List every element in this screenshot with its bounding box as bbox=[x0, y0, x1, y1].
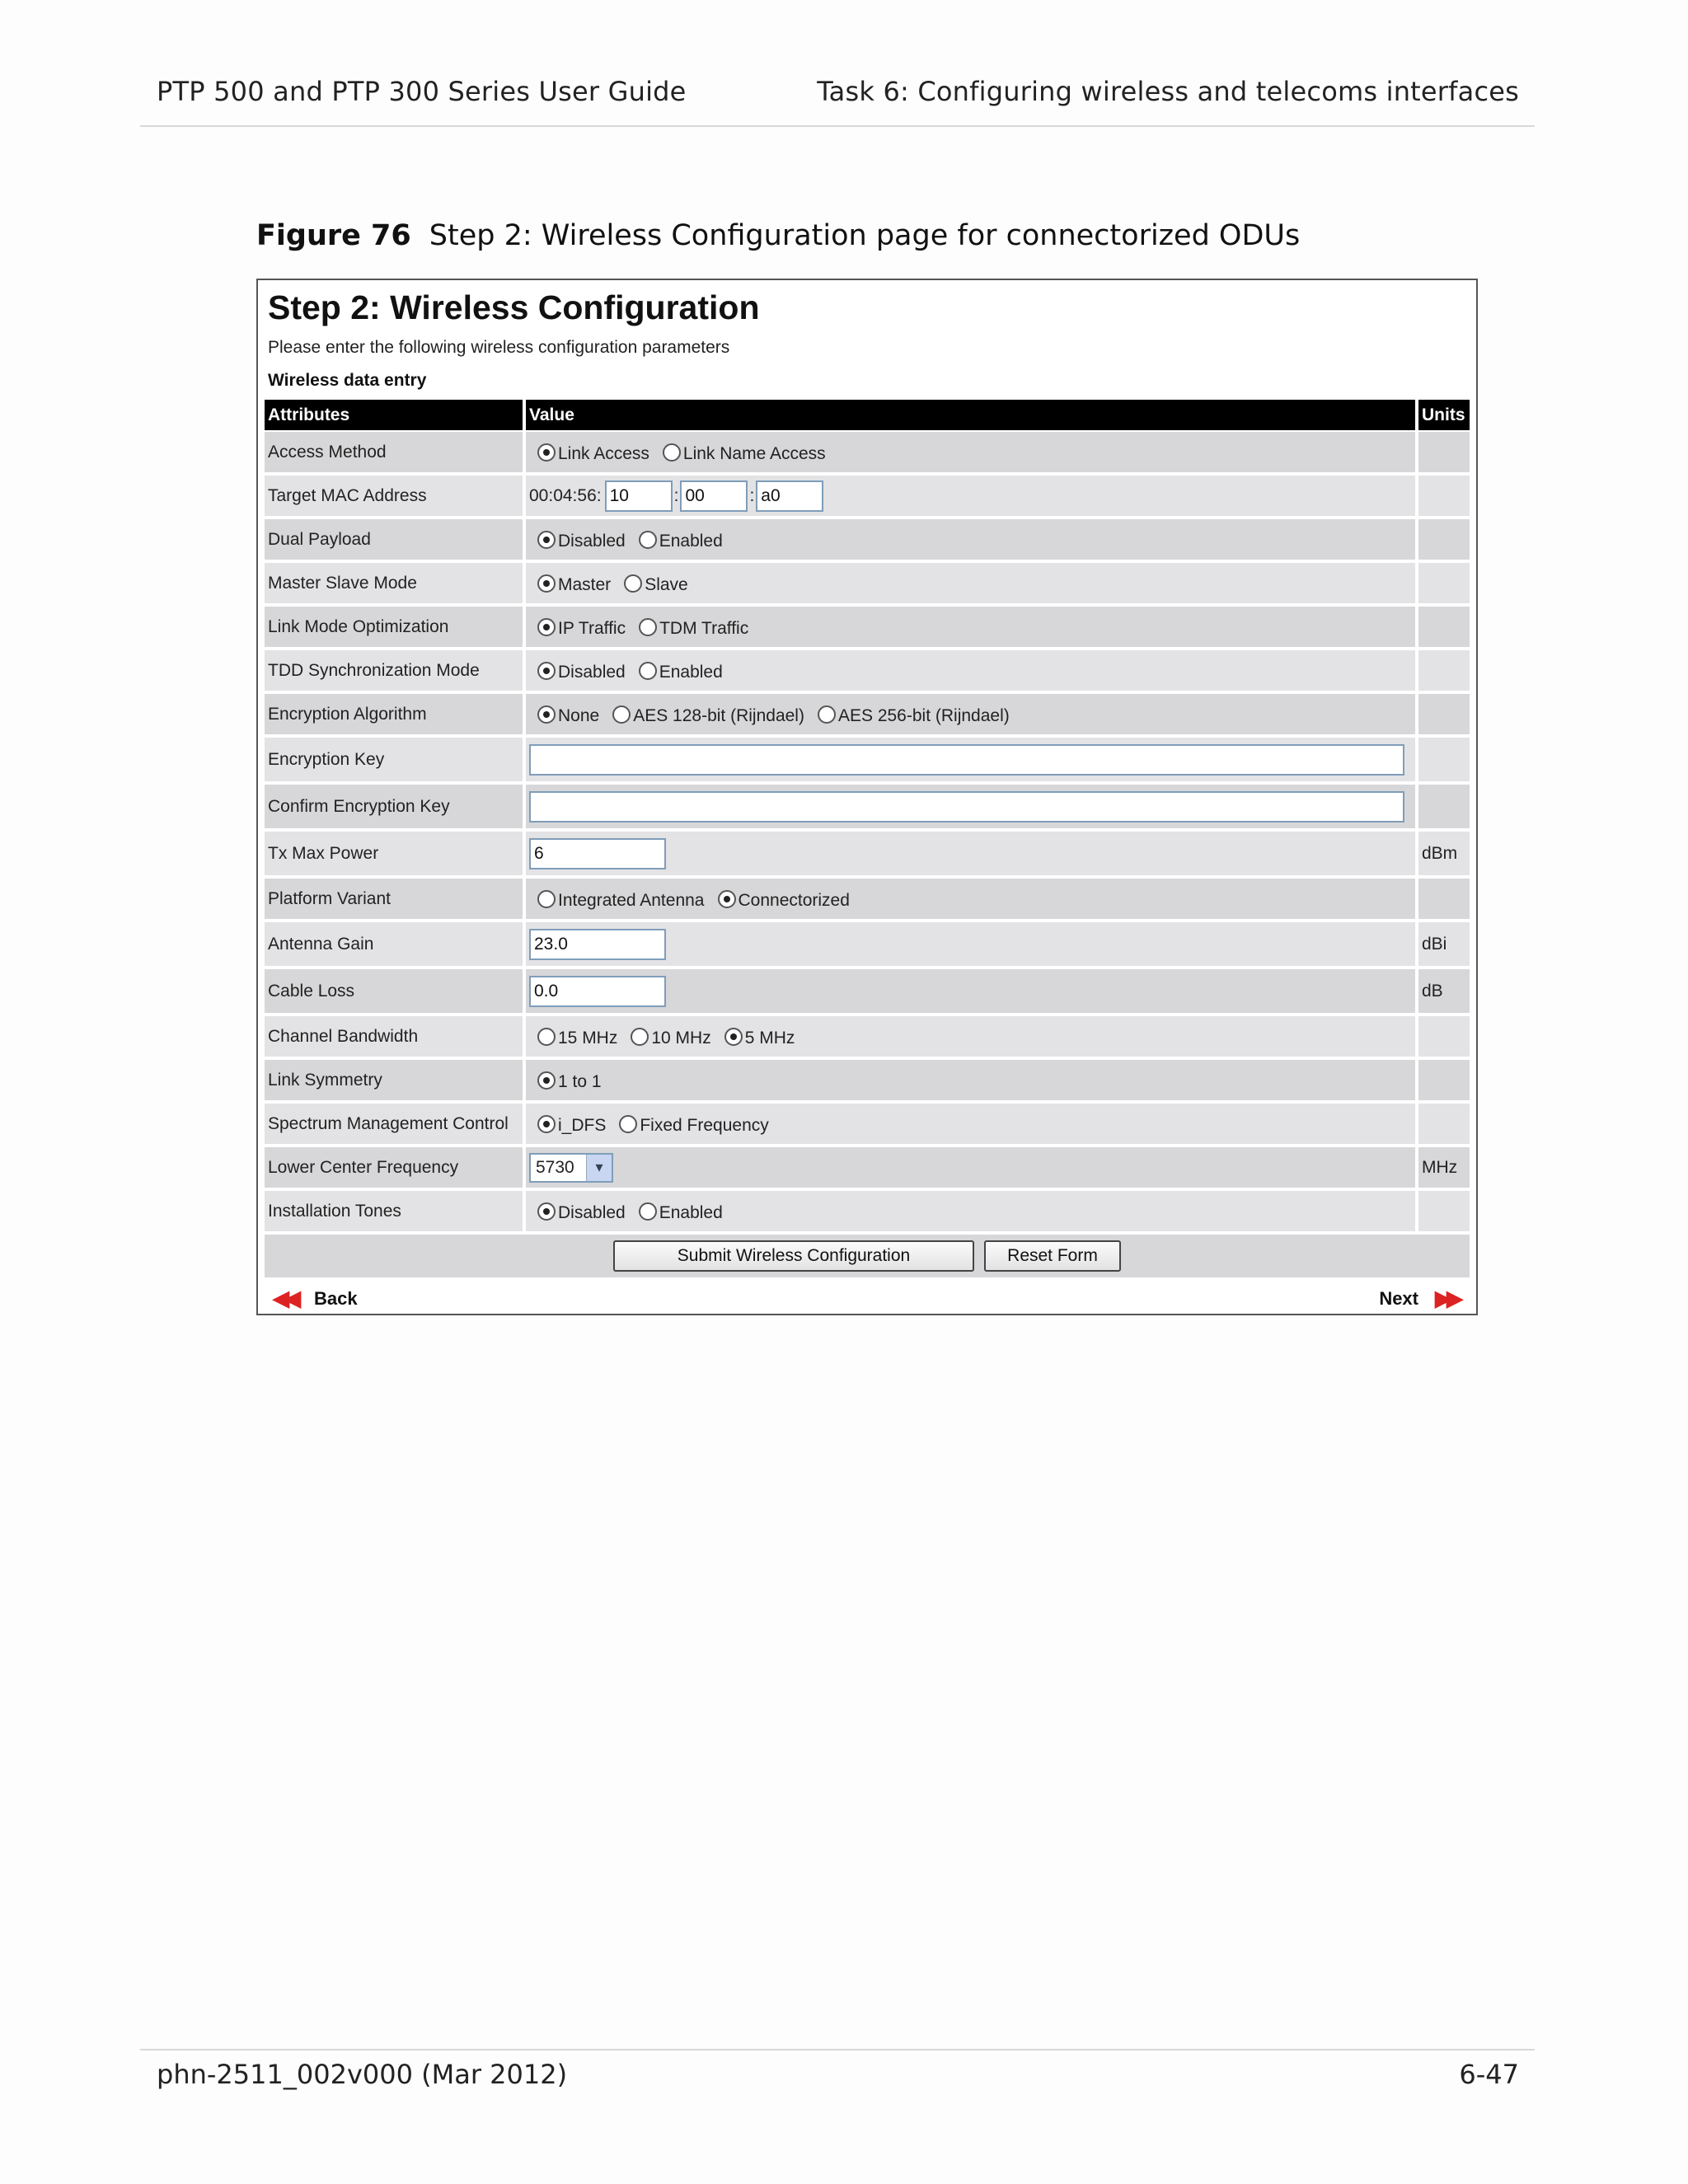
master-slave-value bbox=[526, 563, 1415, 603]
header-divider bbox=[140, 125, 1535, 127]
radio-tones-disabled[interactable]: Disabled bbox=[537, 1200, 626, 1223]
channel-bandwidth-value bbox=[526, 1016, 1415, 1057]
chevron-down-icon[interactable]: ▾ bbox=[586, 1155, 612, 1181]
radio-encryption-none[interactable]: None bbox=[537, 703, 599, 726]
unit-cell bbox=[1418, 785, 1470, 828]
radio-slave[interactable]: Slave bbox=[624, 572, 688, 595]
next-link[interactable] bbox=[1379, 1286, 1458, 1311]
spectrum-mgmt-value bbox=[526, 1104, 1415, 1144]
radio-empty-icon bbox=[639, 618, 657, 636]
tx-max-power-input[interactable]: 6 bbox=[529, 838, 666, 869]
back-link[interactable] bbox=[273, 1286, 358, 1311]
column-header-attributes: Attributes bbox=[265, 400, 523, 430]
antenna-gain-value bbox=[526, 922, 1415, 966]
mac-prefix: 00:04:56: bbox=[529, 485, 602, 505]
radio-empty-icon bbox=[639, 1202, 657, 1221]
row-label: Spectrum Management Control bbox=[265, 1104, 523, 1144]
table-row bbox=[265, 1147, 1470, 1188]
radio-10mhz[interactable]: 10 MHz bbox=[631, 1025, 710, 1048]
table-row bbox=[265, 1191, 1470, 1231]
row-label: Tx Max Power bbox=[265, 832, 523, 875]
row-label: Platform Variant bbox=[265, 879, 523, 919]
radio-tones-enabled[interactable]: Enabled bbox=[639, 1200, 723, 1223]
radio-selected-icon bbox=[537, 1115, 556, 1133]
radio-tdd-disabled[interactable]: Disabled bbox=[537, 659, 626, 682]
table-header bbox=[265, 400, 1470, 430]
radio-selected-icon bbox=[537, 705, 556, 724]
tx-max-power-value bbox=[526, 832, 1415, 875]
unit-cell bbox=[1418, 432, 1470, 472]
row-label: Access Method bbox=[265, 432, 523, 472]
row-label: Encryption Key bbox=[265, 738, 523, 781]
page-title: Step 2: Wireless Configuration bbox=[268, 288, 760, 326]
table-row bbox=[265, 1016, 1470, 1057]
radio-1-to-1[interactable]: 1 to 1 bbox=[537, 1069, 602, 1092]
radio-selected-icon bbox=[537, 531, 556, 549]
radio-selected-icon bbox=[537, 618, 556, 636]
row-label: Encryption Algorithm bbox=[265, 694, 523, 734]
radio-ip-traffic[interactable]: IP Traffic bbox=[537, 616, 626, 639]
target-mac-value bbox=[526, 476, 1415, 516]
unit-cell bbox=[1418, 1060, 1470, 1100]
double-right-arrow-icon: ▶▶ bbox=[1435, 1286, 1458, 1310]
unit-cell bbox=[1418, 563, 1470, 603]
unit-cell bbox=[1418, 476, 1470, 516]
table-row bbox=[265, 519, 1470, 560]
reset-form-button[interactable]: Reset Form bbox=[984, 1240, 1121, 1272]
mac-octet-3-input[interactable]: a0 bbox=[756, 480, 823, 512]
antenna-gain-input[interactable]: 23.0 bbox=[529, 929, 666, 960]
radio-selected-icon bbox=[537, 1202, 556, 1221]
radio-master[interactable]: Master bbox=[537, 572, 611, 595]
encryption-algorithm-value bbox=[526, 694, 1415, 734]
row-label: Link Symmetry bbox=[265, 1060, 523, 1100]
footer-doc-id: phn-2511_002v000 (Mar 2012) bbox=[157, 2059, 568, 2090]
radio-dual-payload-enabled[interactable]: Enabled bbox=[639, 528, 723, 551]
unit-dbi: dBi bbox=[1418, 922, 1470, 966]
table-row bbox=[265, 1060, 1470, 1100]
unit-cell bbox=[1418, 738, 1470, 781]
mac-octet-1-input[interactable]: 10 bbox=[605, 480, 673, 512]
row-label: Lower Center Frequency bbox=[265, 1147, 523, 1188]
radio-empty-icon bbox=[818, 705, 836, 724]
radio-tdd-enabled[interactable]: Enabled bbox=[639, 659, 723, 682]
radio-empty-icon bbox=[663, 443, 681, 462]
confirm-key-value bbox=[526, 785, 1415, 828]
unit-cell bbox=[1418, 650, 1470, 691]
link-mode-value bbox=[526, 607, 1415, 647]
radio-selected-icon bbox=[537, 574, 556, 593]
radio-selected-icon bbox=[537, 662, 556, 680]
radio-integrated-antenna[interactable]: Integrated Antenna bbox=[537, 888, 705, 911]
unit-cell bbox=[1418, 694, 1470, 734]
table-row bbox=[265, 607, 1470, 647]
radio-15mhz[interactable]: 15 MHz bbox=[537, 1025, 617, 1048]
section-title: Wireless data entry bbox=[268, 371, 427, 390]
page-subtitle: Please enter the following wireless configuration parameters bbox=[268, 338, 730, 357]
select-value: 5730 bbox=[536, 1157, 574, 1177]
unit-cell bbox=[1418, 1104, 1470, 1144]
table-row bbox=[265, 1104, 1470, 1144]
unit-dbm: dBm bbox=[1418, 832, 1470, 875]
unit-mhz: MHz bbox=[1418, 1147, 1470, 1188]
radio-fixed-frequency[interactable]: Fixed Frequency bbox=[619, 1113, 768, 1136]
table-row bbox=[265, 879, 1470, 919]
submit-wireless-configuration-button[interactable]: Submit Wireless Configuration bbox=[613, 1240, 974, 1272]
radio-dual-payload-disabled[interactable]: Disabled bbox=[537, 528, 626, 551]
unit-db: dB bbox=[1418, 969, 1470, 1013]
radio-empty-icon bbox=[537, 890, 556, 908]
unit-cell bbox=[1418, 1191, 1470, 1231]
encryption-key-value bbox=[526, 738, 1415, 781]
link-symmetry-value bbox=[526, 1060, 1415, 1100]
radio-selected-icon bbox=[537, 1071, 556, 1090]
footer-divider bbox=[140, 2049, 1535, 2050]
radio-5mhz[interactable]: 5 MHz bbox=[724, 1025, 795, 1048]
row-label: Confirm Encryption Key bbox=[265, 785, 523, 828]
row-label: Link Mode Optimization bbox=[265, 607, 523, 647]
unit-cell bbox=[1418, 519, 1470, 560]
cable-loss-input[interactable]: 0.0 bbox=[529, 976, 666, 1007]
table-row bbox=[265, 476, 1470, 516]
encryption-key-input[interactable] bbox=[529, 744, 1404, 776]
radio-link-name-access[interactable]: Link Name Access bbox=[663, 441, 826, 464]
radio-selected-icon bbox=[537, 443, 556, 462]
page-header-left: PTP 500 and PTP 300 Series User Guide bbox=[157, 76, 687, 107]
radio-empty-icon bbox=[639, 662, 657, 680]
lower-center-freq-value bbox=[526, 1147, 1415, 1188]
config-table bbox=[265, 400, 1470, 1277]
radio-aes-256[interactable]: AES 256-bit (Rijndael) bbox=[818, 703, 1010, 726]
radio-empty-icon bbox=[619, 1115, 637, 1133]
table-row bbox=[265, 694, 1470, 734]
row-label: Dual Payload bbox=[265, 519, 523, 560]
radio-empty-icon bbox=[612, 705, 631, 724]
table-row bbox=[265, 563, 1470, 603]
table-row bbox=[265, 432, 1470, 472]
row-label: Antenna Gain bbox=[265, 922, 523, 966]
radio-i-dfs[interactable]: i_DFS bbox=[537, 1113, 606, 1136]
radio-empty-icon bbox=[639, 531, 657, 549]
figure-caption-text: Step 2: Wireless Configuration page for connectorized ODUs bbox=[429, 219, 1301, 252]
row-label: Target MAC Address bbox=[265, 476, 523, 516]
installation-tones-value bbox=[526, 1191, 1415, 1231]
row-label: Channel Bandwidth bbox=[265, 1016, 523, 1057]
mac-separator: : bbox=[673, 485, 679, 505]
footer-page-number: 6-47 bbox=[1459, 2059, 1519, 2090]
back-label: Back bbox=[314, 1287, 358, 1309]
radio-empty-icon bbox=[631, 1028, 649, 1046]
table-row bbox=[265, 738, 1470, 781]
wireless-config-screenshot bbox=[256, 279, 1478, 1315]
table-row bbox=[265, 969, 1470, 1013]
lower-center-frequency-select[interactable] bbox=[529, 1153, 613, 1183]
page-header-right: Task 6: Configuring wireless and telecoms interfaces bbox=[817, 76, 1519, 107]
next-label: Next bbox=[1379, 1287, 1418, 1309]
platform-variant-value bbox=[526, 879, 1415, 919]
double-left-arrow-icon: ◀◀ bbox=[273, 1286, 296, 1310]
row-label: Master Slave Mode bbox=[265, 563, 523, 603]
radio-selected-icon bbox=[718, 890, 736, 908]
access-method-value bbox=[526, 432, 1415, 472]
column-header-units: Units bbox=[1418, 400, 1470, 430]
column-header-value: Value bbox=[526, 400, 1415, 430]
radio-aes-128[interactable]: AES 128-bit (Rijndael) bbox=[612, 703, 804, 726]
row-label: Installation Tones bbox=[265, 1191, 523, 1231]
mac-separator: : bbox=[749, 485, 755, 505]
confirm-encryption-key-input[interactable] bbox=[529, 791, 1404, 823]
figure-number: Figure 76 bbox=[256, 219, 411, 252]
unit-cell bbox=[1418, 879, 1470, 919]
radio-empty-icon bbox=[537, 1028, 556, 1046]
unit-cell bbox=[1418, 1016, 1470, 1057]
table-row bbox=[265, 832, 1470, 875]
radio-tdm-traffic[interactable]: TDM Traffic bbox=[639, 616, 748, 639]
table-row bbox=[265, 922, 1470, 966]
dual-payload-value bbox=[526, 519, 1415, 560]
row-label: TDD Synchronization Mode bbox=[265, 650, 523, 691]
radio-selected-icon bbox=[724, 1028, 743, 1046]
cable-loss-value bbox=[526, 969, 1415, 1013]
tdd-sync-value bbox=[526, 650, 1415, 691]
radio-empty-icon bbox=[624, 574, 642, 593]
mac-octet-2-input[interactable]: 00 bbox=[680, 480, 748, 512]
table-row bbox=[265, 650, 1470, 691]
figure-caption bbox=[256, 219, 1300, 252]
form-buttons bbox=[265, 1235, 1470, 1277]
table-row bbox=[265, 785, 1470, 828]
radio-link-access[interactable]: Link Access bbox=[537, 441, 649, 464]
unit-cell bbox=[1418, 607, 1470, 647]
row-label: Cable Loss bbox=[265, 969, 523, 1013]
radio-connectorized[interactable]: Connectorized bbox=[718, 888, 850, 911]
